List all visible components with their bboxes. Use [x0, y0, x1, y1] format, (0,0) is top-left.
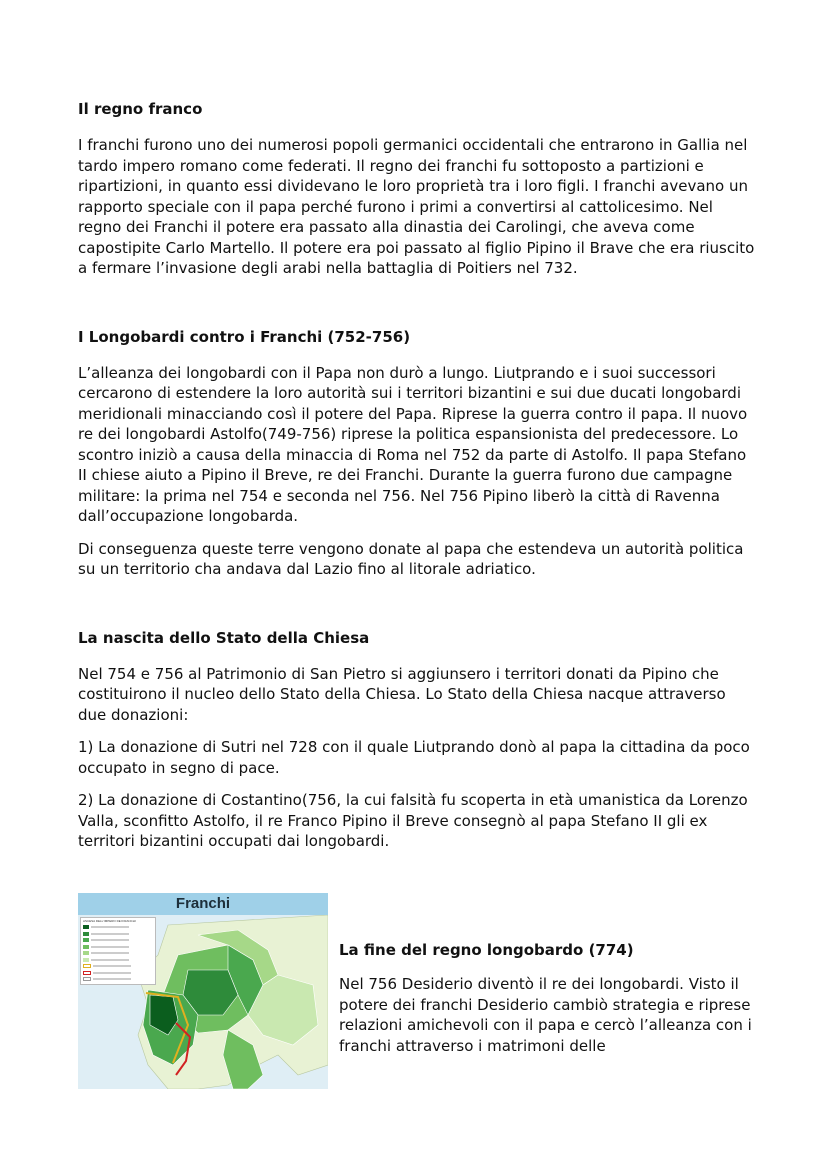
- map-legend: [80, 917, 156, 985]
- heading-longobardi-franchi: I Longobardi contro i Franchi (752-756): [78, 327, 411, 346]
- paragraph-stato-chiesa-1: Nel 754 e 756 al Patrimonio di San Pietro si aggiunsero i territori donati da Pipino che costituirono il nucleo dello Stato della Chiesa. Lo Stato della Chiesa nacque attraverso due donazioni:: [78, 664, 726, 724]
- heading-fine-regno-longobardo: La fine del regno longobardo (774): [339, 941, 634, 959]
- legend-title: ASCESA DELL'IMPERO DEI FRANCHI: [83, 919, 136, 923]
- heading-stato-chiesa: La nascita dello Stato della Chiesa: [78, 628, 370, 647]
- section-stato-chiesa: [78, 628, 758, 852]
- document-body: [78, 94, 758, 864]
- figure-row: [78, 893, 758, 1093]
- paragraph-stato-chiesa-3: 2) La donazione di Costantino(756, la cui falsità fu scoperta in età umanistica da Lorenzo Valla, sconfitto Astolfo, il re Franco Pipino il Breve consegnò al papa Stefano II gli ex territori bizantini occupati dai longobardi.: [78, 791, 748, 850]
- paragraph-fine-regno-longobardo: Nel 756 Desiderio diventò il re dei longobardi. Visto il potere dei franchi Desiderio cambiò strategia e riprese relazioni amichevoli con il papa e cercò l’alleanza con i franchi attraverso i matrimoni delle: [339, 975, 752, 1055]
- section-fine-regno-longobardo: [339, 940, 759, 1056]
- paragraph-longobardi-2: Di conseguenza queste terre vengono donate al papa che estendeva un autorità politica su un territorio cha andava dal Lazio fino al litorale adriatico.: [78, 539, 744, 578]
- heading-regno-franco: Il regno franco: [78, 100, 203, 118]
- paragraph-longobardi-1: L’alleanza dei longobardi con il Papa non durò a lungo. Liutprando e i suoi successori cercarono di estendere la loro autorità sui i territori bizantini e sui due ducati longobardi meridionali minacciando così il potere del Papa. Riprese la guerra contro il papa. Il nuovo re dei longobardi Astolfo(749-756) riprese la politica espansionista del predecessore. Lo scontro iniziò a causa della minaccia di Roma nel 752 da parte di Astolfo. Il papa Stefano II chiese aiuto a Pipino il Breve, re dei Franchi. Durante la guerra furono due campagne militare: la prima nel 754 e seconda nel 756. Nel 756 Pipino liberò la città di Ravenna dall’occupazione longobarda.: [78, 363, 748, 525]
- map-title: Franchi: [78, 893, 328, 915]
- franchi-map: [78, 893, 328, 1089]
- section-longobardi-franchi: [78, 327, 758, 580]
- paragraph-stato-chiesa-2: 1) La donazione di Sutri nel 728 con il quale Liutprando donò al papa la cittadina da poco occupato in segno di pace.: [78, 738, 750, 777]
- section-regno-franco: [78, 99, 758, 279]
- paragraph-regno-franco: I franchi furono uno dei numerosi popoli germanici occidentali che entrarono in Gallia nel tardo impero romano come federati. Il regno dei franchi fu sottoposto a partizioni e ripartizioni, in quanto essi dividevano le loro proprietà tra i loro figli. I franchi avevano un rapporto speciale con il papa perché furono i primi a convertirsi al cattolicesimo. Nel regno dei Franchi il potere era passato alla dinastia dei Carolingi, che aveva come capostipite Carlo Martello. Il potere era poi passato al figlio Pipino il Brave che era riuscito a fermare l’invasione degli arabi nella battaglia di Poitiers nel 732.: [78, 136, 755, 277]
- legend-row: [81, 976, 155, 983]
